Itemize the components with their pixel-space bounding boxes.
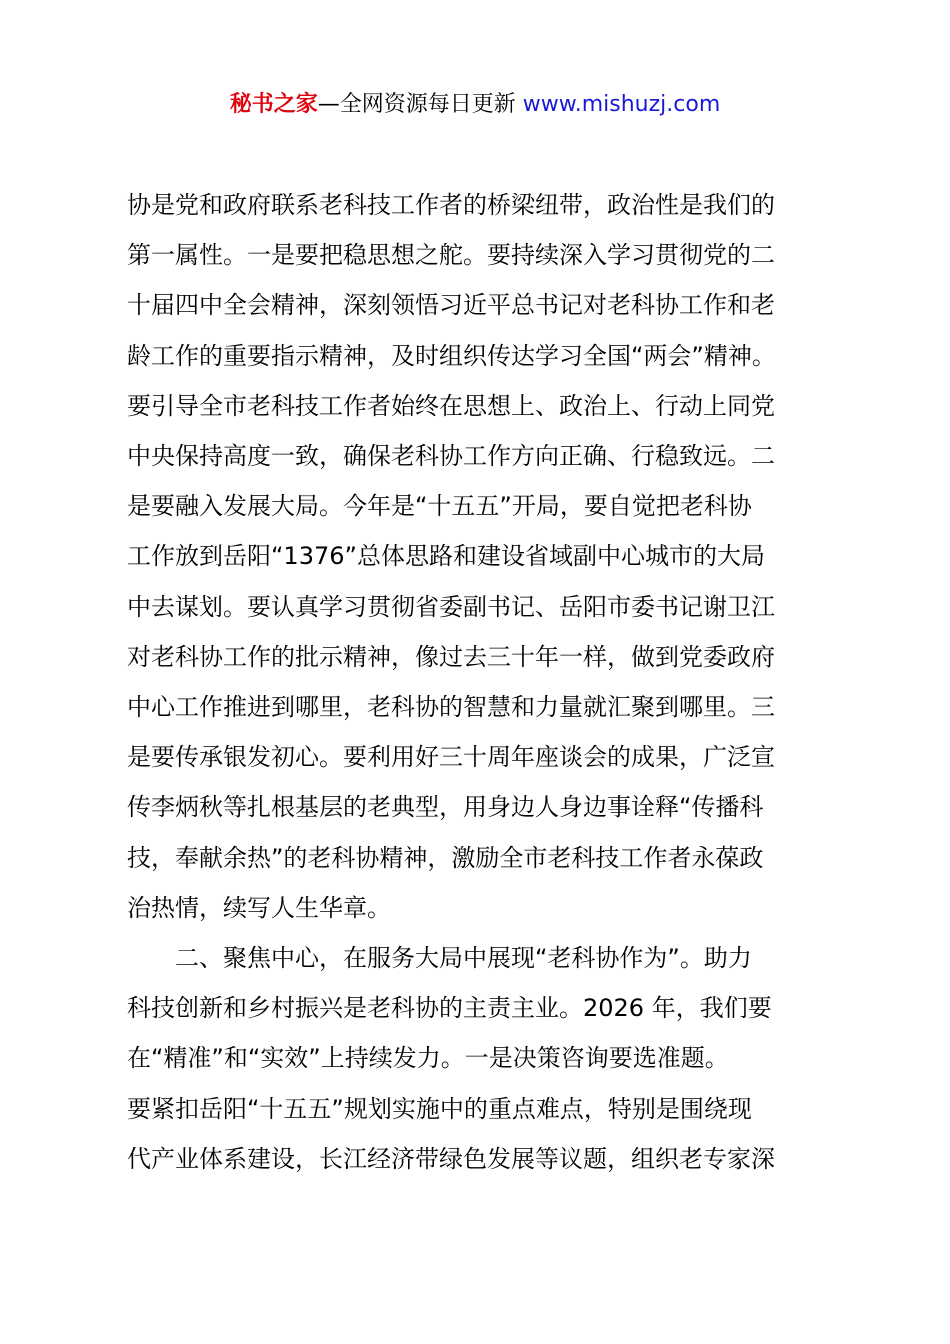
- text-line: 要引导全市老科技工作者始终在思想上、政治上、行动上同党: [127, 391, 775, 420]
- text-line: 工作放到岳阳“1376”总体思路和建设省域副中心城市的大局: [127, 542, 765, 571]
- text-line: 第一属性。一是要把稳思想之舵。要持续深入学习贯彻党的二: [127, 241, 775, 270]
- site-url-link[interactable]: www.mishuzj.com: [522, 92, 721, 117]
- text-line: 十届四中全会精神，深刻领悟习近平总书记对老科协工作和老: [127, 291, 775, 320]
- text-line: 二、聚焦中心，在服务大局中展现“老科协作为”。助力: [175, 944, 752, 973]
- text-line: 技，奉献余热”的老科协精神，激励全市老科技工作者永葆政: [127, 843, 764, 872]
- text-line: 在“精准”和“实效”上持续发力。一是决策咨询要选准题。: [127, 1044, 729, 1073]
- text-line: 中心工作推进到哪里，老科协的智慧和力量就汇聚到哪里。三: [127, 693, 775, 722]
- text-line: 是要传承银发初心。要利用好三十周年座谈会的成果，广泛宣: [127, 743, 775, 772]
- brand-name: 秘书之家: [229, 92, 318, 117]
- paragraph-2: [127, 933, 847, 1184]
- text-line: 要紧扣岳阳“十五五”规划实施中的重点难点，特别是围绕现: [127, 1094, 752, 1123]
- paragraph-1: [127, 180, 847, 933]
- text-line: 中去谋划。要认真学习贯彻省委副书记、岳阳市委书记谢卫江: [127, 592, 775, 621]
- text-line: 代产业体系建设，长江经济带绿色发展等议题，组织老专家深: [127, 1144, 775, 1173]
- text-line: 中央保持高度一致，确保老科协工作方向正确、行稳致远。二: [127, 442, 775, 471]
- text-line: 是要融入发展大局。今年是“十五五”开局，要自觉把老科协: [127, 492, 752, 521]
- text-line: 传李炳秋等扎根基层的老典型，用身边人身边事诠释“传播科: [127, 793, 764, 822]
- document-body: [127, 180, 847, 1184]
- header-tagline: —全网资源每日更新: [317, 92, 516, 117]
- text-line: 龄工作的重要指示精神，及时组织传达学习全国“两会”精神。: [127, 341, 776, 370]
- text-line: 协是党和政府联系老科技工作者的桥梁纽带，政治性是我们的: [127, 191, 775, 219]
- text-line: 对老科协工作的批示精神，像过去三十年一样，做到党委政府: [127, 642, 775, 671]
- page-header: [0, 88, 950, 122]
- text-line: 科技创新和乡村振兴是老科协的主责主业。2026 年，我们要: [127, 994, 772, 1023]
- text-line: 治热情，续写人生华章。: [127, 893, 391, 922]
